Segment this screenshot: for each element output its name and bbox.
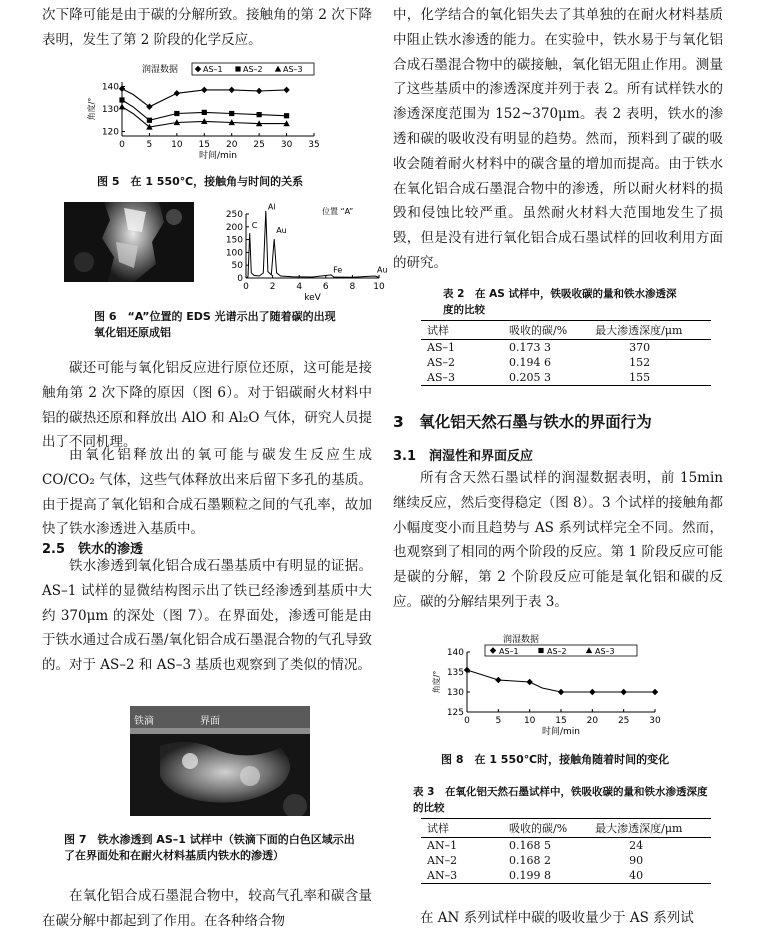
x-tick-label: 0 — [464, 716, 470, 726]
paragraph-right-bottom: 在 AN 系列试样中碳的吸收量少于 AS 系列试 — [420, 910, 694, 926]
paragraph-left-1: 碳还可能与氧化铝反应进行原位还原，这可能是接触角第 2 次下降的原因（图 6）。对于铝碳耐火材料中铝的碳热还原和释放出 AlO 和 Al₂O 气体，研究人员提出了不同机理。 — [42, 360, 372, 451]
series-line — [467, 670, 655, 692]
table-row — [421, 868, 711, 884]
x-tick-label: 20 — [225, 140, 238, 150]
fig8-caption: 图 8 在 1 550℃时，接触角随着时间的变化 — [441, 753, 670, 766]
x-tick-label: 35 — [308, 140, 320, 150]
legend-entry: AS–2 — [243, 65, 263, 74]
data-point-diamond — [195, 66, 201, 72]
table3 — [421, 818, 711, 884]
table-row — [421, 340, 711, 356]
table-cell: 370 — [629, 341, 651, 354]
x-tick-label: 2 — [269, 282, 276, 292]
x-tick-label: 4 — [296, 282, 303, 292]
legend-entry: AS–1 — [499, 647, 519, 656]
y-tick-label: 125 — [446, 708, 464, 718]
table-row — [421, 370, 711, 386]
fig6-sem-image — [64, 202, 194, 282]
y-tick-label: 50 — [231, 261, 243, 272]
fig8-chart — [423, 632, 703, 742]
paragraph-left-4: 在氧化铝合成石墨混合物中，较高气孔率和碳含量在碳分解中都起到了作用。在各种络合物 — [42, 888, 372, 929]
legend-title: 润湿数据 — [503, 635, 540, 645]
data-point-square — [174, 111, 179, 116]
x-tick-label: 10 — [171, 140, 183, 150]
table2-header-row — [421, 321, 711, 340]
x-tick-label: 15 — [198, 140, 211, 150]
legend-entry: AS–2 — [547, 647, 567, 656]
data-point-diamond — [526, 679, 532, 685]
table-row — [421, 355, 711, 370]
legend-title: 润湿数据 — [142, 65, 179, 75]
data-point-diamond — [558, 689, 564, 695]
table-cell: 0.168 2 — [509, 854, 551, 867]
y-tick-label: 120 — [101, 127, 119, 138]
table-cell: 0.205 3 — [503, 370, 589, 386]
x-axis-label: 时间/min — [198, 151, 238, 161]
data-point-triangle — [119, 103, 125, 109]
fig6-caption: 图 6 “A”位置的 EDS 光谱示出了随着碳的出现氧化铝还原成铝 — [94, 310, 336, 339]
paragraph-right-top: 中，化学结合的氧化铝失去了其单独的在耐火材料基质中阻止铁水渗透的能力。在实验中，铁水易于与氧化铝合成石墨混合物中的碳接触，氧化铝无阻止作用。测量了这些基质中的渗透深度并列于表 2。所有试样铁水的渗透深度范围为 152~370μm。表 2 表明，铁水的渗透和碳的吸收没有明显的趋势。然而，预料到了碳的吸收会随着耐火材料中的碳含量的增加而提高。由于铁水在氧化铝合成石墨混合物中的渗透，所以耐火材料的损毁和侵蚀比较严重。虽然耐火材料大范围地发生了损毁，但是没有进行氧化铝合成石墨试样的回收利用方面的研究。 — [393, 7, 723, 271]
data-point-square — [235, 66, 240, 71]
x-tick-label: 0 — [119, 140, 125, 150]
x-tick-label: 10 — [523, 716, 536, 726]
data-point-diamond — [652, 689, 658, 695]
data-point-diamond — [256, 88, 262, 94]
legend-entry: AS–1 — [203, 65, 223, 74]
x-tick-label: 10 — [373, 282, 385, 292]
fig6-eds-spectrum — [204, 200, 389, 300]
x-axis-label: 时间/min — [541, 727, 581, 737]
data-point-diamond — [589, 689, 595, 695]
data-point-diamond — [229, 87, 235, 93]
data-point-square — [147, 118, 152, 123]
fig7-micrograph — [130, 706, 310, 816]
spectrum-title: 位置 “A” — [322, 207, 354, 216]
table-cell: 155 — [589, 370, 711, 386]
y-tick-label: 0 — [237, 274, 243, 284]
table-cell: 40 — [589, 868, 711, 884]
fig5-chart — [42, 60, 372, 170]
y-tick-label: 140 — [101, 82, 119, 93]
table-cell: AS–3 — [421, 370, 503, 386]
y-tick-label: 150 — [225, 235, 243, 246]
data-point-square — [284, 113, 289, 118]
y-axis-label: 角度/° — [87, 97, 96, 121]
table-cell: 0.194 6 — [509, 356, 551, 369]
table3-header-row — [421, 819, 711, 838]
section-2-5-heading: 2.5 铁水的渗透 — [42, 542, 144, 557]
x-tick-label: 30 — [649, 716, 661, 726]
paragraph-right-1: 所有含天然石墨试样的润湿数据表明，前 15min 继续反应，然后变得稳定（图 8）。3 个试样的接触角都小幅度变小而且趋势与 AS 系列试样完全不同。然而，也观察到了相同的两个阶段的反应。第 1 阶段反应可能是碳的分解，第 2 个阶段反应可能是氧化铝和碳的反应。碳的分解结果列于表 3。 — [393, 470, 723, 610]
x-tick-label: 6 — [322, 282, 329, 292]
table-cell: 90 — [629, 854, 644, 867]
peak-label: Fe — [333, 265, 343, 275]
table-cell: 0.168 5 — [509, 839, 551, 852]
data-point-diamond — [495, 677, 501, 683]
fig6-sem-texture — [64, 202, 194, 282]
y-tick-label: 130 — [101, 105, 119, 115]
table2 — [421, 320, 711, 386]
table3-header: 最大渗透深度/μm — [589, 819, 711, 838]
data-point-diamond — [283, 87, 289, 93]
data-point-square — [229, 111, 234, 116]
data-point-square — [538, 648, 543, 653]
table2-header: 吸收的碳/% — [503, 321, 589, 340]
paragraph-left-3: 铁水渗透到氧化铝合成石墨基质中有明显的证据。AS–1 试样的显微结构图示出了铁已经渗透到基质中大约 370μm 的深处（图 7）。在界面处，渗透可能是由于铁水通过合成石墨/氧化铝合成石墨混合物的气孔导致的。对于 AS–2 和 AS–3 基质也观察到了类似的情况。 — [42, 558, 372, 674]
y-tick-label: 140 — [446, 648, 464, 658]
peak-label: Al — [267, 202, 276, 212]
y-tick-label: 200 — [225, 222, 243, 233]
y-tick-label: 100 — [225, 248, 243, 259]
x-tick-label: 8 — [349, 282, 356, 292]
peak-label: Au — [276, 226, 287, 236]
table-cell: 0.199 8 — [503, 868, 589, 884]
data-point-square — [202, 110, 207, 115]
x-tick-label: 15 — [555, 716, 567, 726]
table-row — [421, 838, 711, 854]
data-point-diamond — [174, 90, 180, 96]
table2-header: 最大渗透深度/μm — [589, 321, 711, 340]
table3-header: 吸收的碳/% — [503, 819, 589, 838]
table-cell: AN–2 — [427, 854, 458, 867]
table-cell: AS–2 — [427, 356, 455, 369]
x-tick-label: 20 — [586, 716, 599, 726]
table-row — [421, 853, 711, 868]
spectrum-line — [246, 211, 379, 278]
x-tick-label: 30 — [280, 140, 293, 150]
section-3-heading: 3 氧化铝天然石墨与铁水的界面行为 — [393, 413, 652, 431]
table3-caption: 表 3 在氧化铝天然石墨试样中，铁吸收碳的量和铁水渗透深度的比较 — [413, 786, 708, 814]
paragraph-left-top: 次下降可能是由于碳的分解所致。接触角的第 2 次下降表明，发生了第 2 阶段的化学反应。 — [42, 7, 372, 48]
table-cell: AN–3 — [421, 868, 503, 884]
y-tick-label: 135 — [446, 668, 464, 678]
legend-entry: AS–3 — [283, 65, 303, 74]
x-tick-label: 5 — [495, 716, 502, 726]
peak-label: Au — [377, 265, 388, 275]
table-cell: AN–1 — [427, 839, 458, 852]
fig7-micrograph-texture — [130, 706, 310, 816]
table3-header: 试样 — [421, 819, 503, 838]
y-axis-label: 角度/° — [432, 670, 441, 694]
fig7-label-iron-droplet: 铁滴 — [134, 716, 154, 727]
fig7-caption: 图 7 铁水渗透到 AS–1 试样中（铁滴下面的白色区域示出了在界面处和在耐火材料基质内铁水的渗透） — [64, 833, 355, 862]
x-axis-label: keV — [304, 293, 321, 300]
table2-caption: 表 2 在 AS 试样中，铁吸收碳的量和铁水渗透深度的比较 — [443, 288, 677, 316]
legend-entry: AS–3 — [595, 647, 615, 656]
fig5-caption: 图 5 在 1 550℃，接触角与时间的关系 — [97, 175, 304, 188]
x-tick-label: 25 — [253, 140, 265, 150]
y-tick-label: 130 — [446, 688, 464, 698]
data-point-triangle — [275, 66, 281, 72]
x-tick-label: 25 — [617, 716, 630, 726]
data-point-diamond — [201, 87, 207, 93]
y-tick-label: 250 — [225, 210, 243, 220]
peak-label: C — [251, 221, 258, 231]
fig7-label-interface: 界面 — [200, 716, 220, 727]
table-cell: AS–1 — [427, 341, 455, 354]
x-tick-label: 5 — [146, 140, 153, 150]
data-point-square — [119, 97, 124, 102]
table2-header: 试样 — [421, 321, 503, 340]
data-point-diamond — [620, 689, 626, 695]
table-cell: 24 — [629, 839, 644, 852]
table-cell: 0.173 3 — [509, 341, 551, 354]
x-tick-label: 0 — [243, 282, 249, 292]
data-point-square — [257, 112, 262, 117]
table-cell: 152 — [629, 356, 651, 369]
paragraph-left-2: 由氧化铝释放出的氧可能与碳发生反应生成 CO/CO₂ 气体，这些气体释放出来后留下多孔的基质。由于提高了氧化铝和合成石墨颗粒之间的气孔率，故加快了铁水渗透进入基质中。 — [42, 447, 372, 538]
section-3-1-heading: 3.1 润湿性和界面反应 — [393, 449, 534, 464]
